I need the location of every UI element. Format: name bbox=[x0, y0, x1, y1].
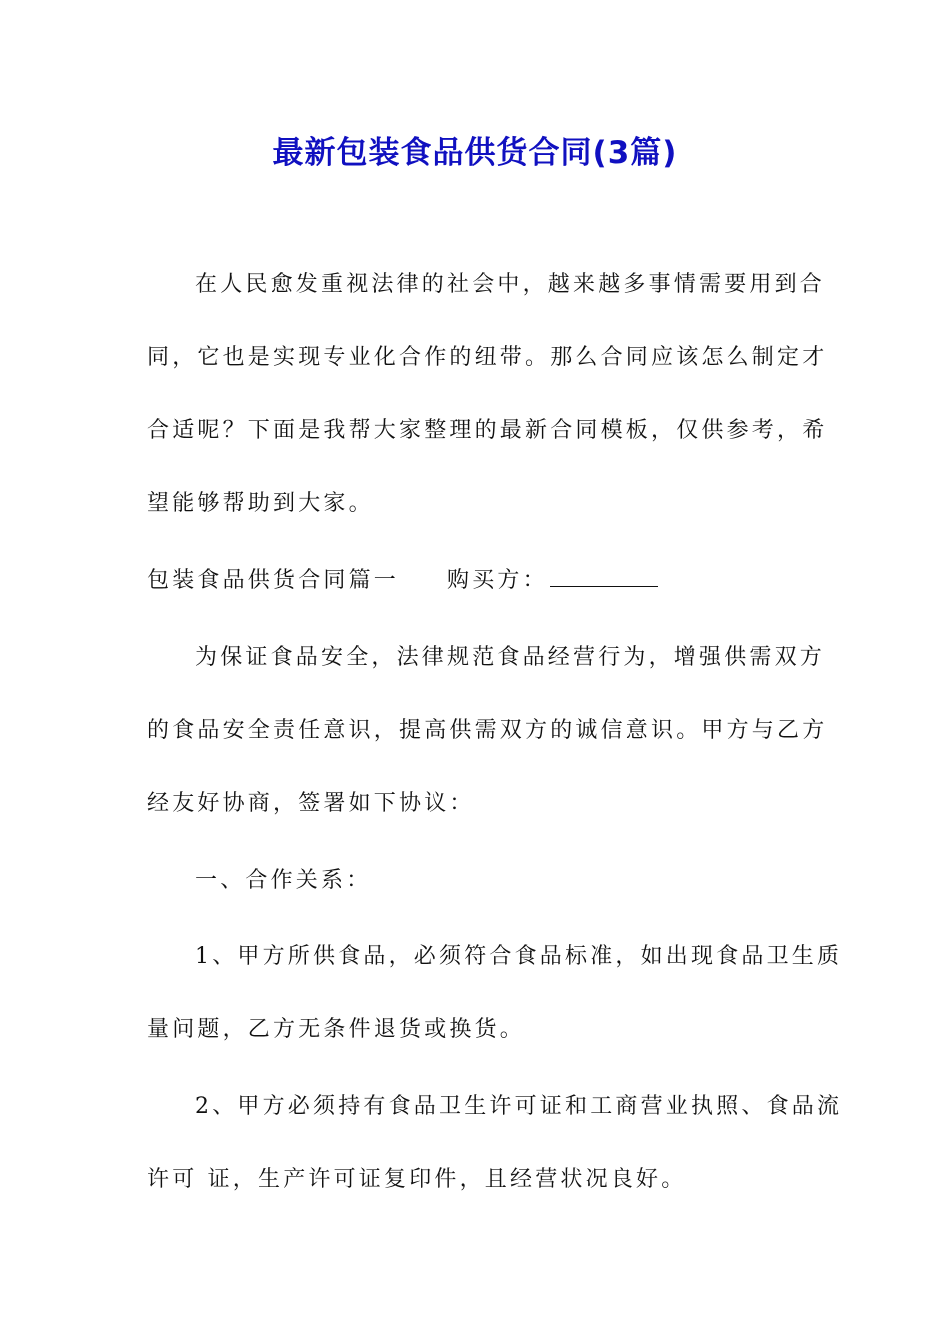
section-heading: 包装食品供货合同篇一 bbox=[147, 568, 400, 593]
clause-2-line-1: 2、甲方必须持有食品卫生许可证和工商营业执照、食品流 bbox=[195, 1094, 843, 1119]
intro-line-1: 在人民愈发重视法律的社会中，越来越多事情需要用到合 bbox=[195, 272, 826, 297]
document-title: 最新包装食品供货合同(3篇) bbox=[272, 135, 678, 171]
clause-1-line-1: 1、甲方所供食品，必须符合食品标准，如出现食品卫生质 bbox=[195, 944, 843, 969]
clause-1-line-2: 量问题，乙方无条件退货或换货。 bbox=[147, 1017, 526, 1042]
purpose-line-3: 经友好协商，签署如下协议： bbox=[147, 791, 475, 816]
clause-2-line-2: 许可 证，生产许可证复印件，且经营状况良好。 bbox=[147, 1167, 687, 1192]
buyer-label: 购买方： bbox=[447, 568, 548, 593]
purpose-line-1: 为保证食品安全，法律规范食品经营行为，增强供需双方 bbox=[195, 645, 826, 670]
intro-line-3: 合适呢？下面是我帮大家整理的最新合同模板，仅供参考，希 bbox=[147, 418, 828, 443]
clause-heading: 一、合作关系： bbox=[195, 868, 372, 893]
buyer-blank-line bbox=[550, 570, 658, 587]
intro-line-2: 同，它也是实现专业化合作的纽带。那么合同应该怎么制定才 bbox=[147, 345, 828, 370]
intro-line-4: 望能够帮助到大家。 bbox=[147, 491, 374, 516]
purpose-line-2: 的食品安全责任意识，提高供需双方的诚信意识。甲方与乙方 bbox=[147, 718, 828, 743]
section-heading-row bbox=[147, 566, 658, 596]
